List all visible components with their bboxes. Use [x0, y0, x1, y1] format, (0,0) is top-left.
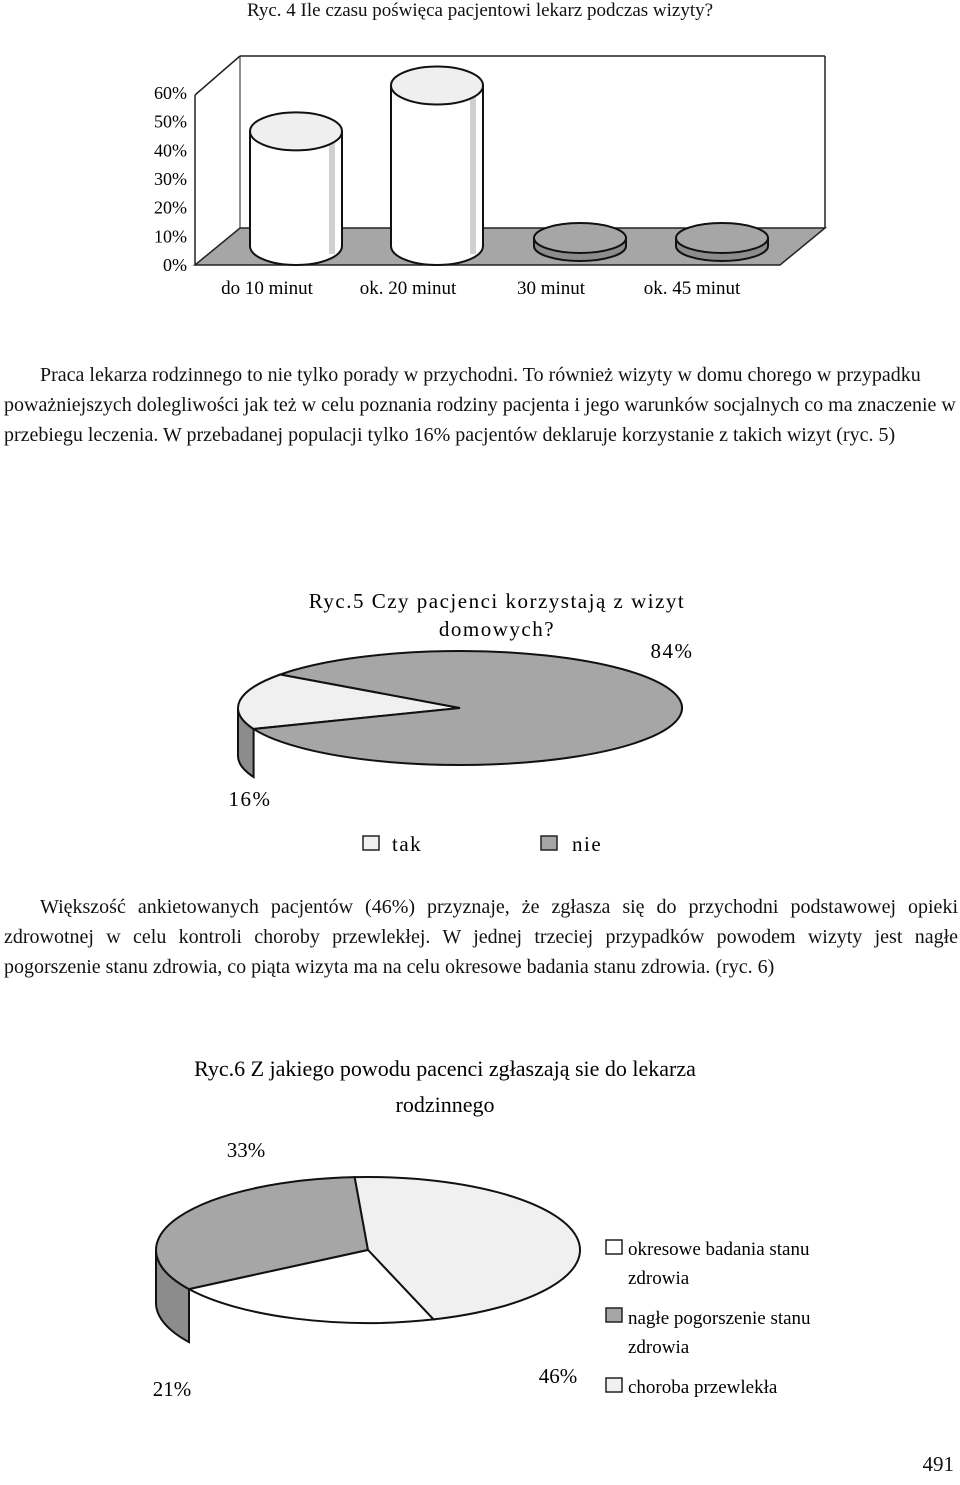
bar-cylinder [391, 66, 483, 265]
figure6-label-21: 21% [152, 1377, 192, 1401]
paragraph-text: Praca lekarza rodzinnego to nie tylko porady w przychodni. To również wizyty w domu chorego w przypadku poważniejszych dolegliwości jak też w celu poznania rodziny pacjenta i jego warunków socjalnych co ma znaczenie w przebiegu leczenia. W przebadanej populacji tylko 16% pacjentów deklaruje korzystanie z takich wizyt (ryc. 5) [4, 364, 956, 446]
bar-body [391, 85, 483, 265]
figure4-caption: Ryc. 4 Ile czasu poświęca pacjentowi lekarz podczas wizyty? [246, 0, 714, 21]
figure5-label-nie: 84% [650, 639, 694, 663]
legend-label-nie: nie [572, 832, 603, 856]
legend-label-przewlekla: choroba przewlekła [628, 1377, 778, 1398]
legend-label-okresowe-line1: okresowe badania stanu [628, 1239, 810, 1260]
legend-swatch-nie [541, 836, 557, 850]
figure5-title-line1: Ryc.5 Czy pacjenci korzystają z wizyt [308, 589, 686, 613]
legend-label-nagle-line2: zdrowia [628, 1337, 690, 1358]
figure6-title-line1: Ryc.6 Z jakiego powodu pacenci zgłaszają sie do lekarza [194, 1056, 696, 1081]
y-tick-label: 20% [154, 197, 187, 218]
legend-label-tak: tak [392, 832, 423, 856]
figure5-title-line2: domowych? [438, 617, 556, 641]
y-tick-label: 0% [163, 255, 187, 275]
bar-top [250, 112, 342, 150]
y-tick-label: 30% [154, 169, 187, 189]
figure6-label-46: 46% [538, 1364, 578, 1388]
paragraph-visit-reasons [4, 892, 958, 982]
figure5-label-tak: 16% [228, 787, 272, 811]
figure6-title-line2: rodzinnego [395, 1092, 495, 1117]
bar-body [250, 131, 342, 265]
figure4-chart [0, 0, 960, 310]
category-label: do 10 minut [221, 278, 313, 299]
y-tick-label: 50% [154, 111, 187, 132]
figure6-label-33: 33% [226, 1138, 266, 1162]
y-tick-label: 60% [154, 83, 187, 103]
bar-cylinder [250, 112, 342, 265]
bar-top [676, 223, 768, 253]
paragraph-text: Większość ankietowanych pacjentów (46%) przyznaje, że zgłasza się do przychodni podstawowej opieki zdrowotnej w celu kontroli choroby przewlekłej. W jednej trzeciej przypadków powodem wizyty jest nagłe pogorszenie stanu zdrowia, co piąta wizyta ma na celu okresowe badania stanu zdrowia. (ryc. 6) [4, 896, 958, 978]
figure5-chart [0, 570, 960, 870]
bar-cylinder [534, 223, 626, 261]
category-label: ok. 20 minut [359, 278, 457, 299]
y-tick-label: 40% [154, 140, 187, 161]
legend-swatch-tak [363, 836, 379, 850]
bar-cylinder [676, 223, 768, 261]
legend-swatch-przewlekla [606, 1378, 622, 1392]
legend-label-okresowe-line2: zdrowia [628, 1268, 690, 1289]
pie-top [238, 651, 682, 765]
pie-top [156, 1177, 580, 1323]
legend-label-nagle-line1: nagłe pogorszenie stanu [628, 1308, 811, 1329]
page-number: 491 [922, 1452, 954, 1476]
bar-top [391, 66, 483, 104]
category-label: ok. 45 minut [643, 278, 741, 299]
category-label: 30 minut [516, 278, 586, 299]
legend-swatch-nagle [606, 1308, 622, 1322]
legend-swatch-okresowe [606, 1240, 622, 1254]
figure6-chart [0, 1040, 960, 1420]
paragraph-home-visits [4, 360, 958, 450]
bar-top [534, 223, 626, 253]
y-tick-label: 10% [154, 226, 187, 247]
